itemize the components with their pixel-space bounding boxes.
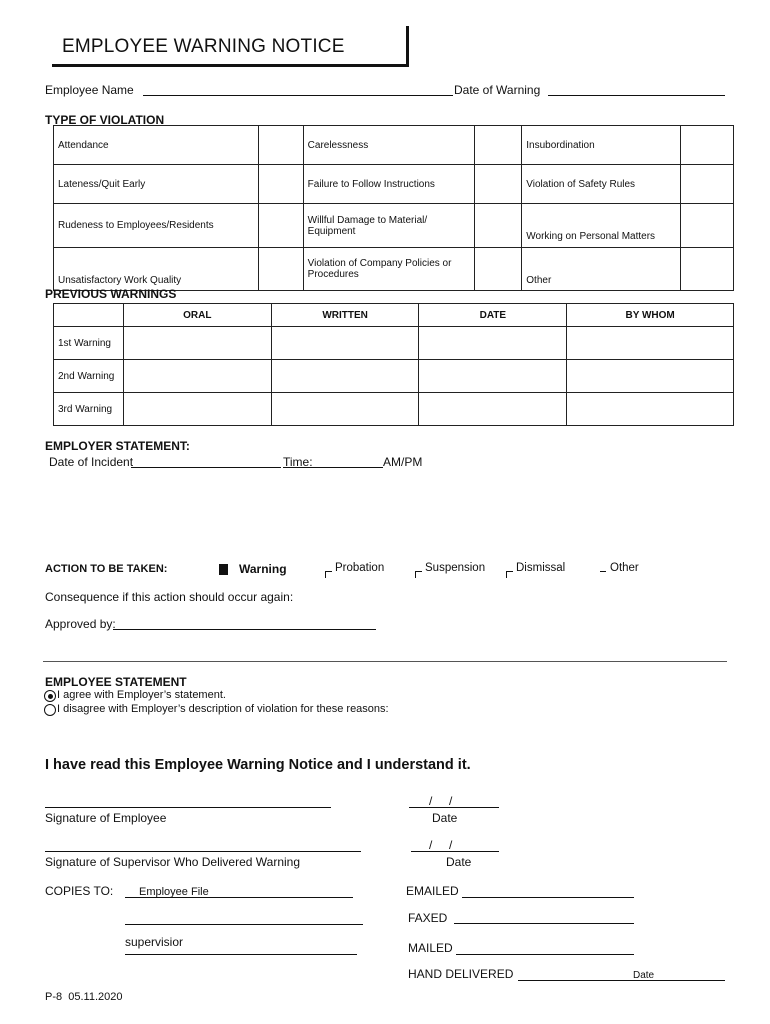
ampm-label: AM/PM xyxy=(383,455,423,469)
faxed-field[interactable] xyxy=(454,923,634,924)
approved-by-field[interactable] xyxy=(113,629,376,630)
column-header: ORAL xyxy=(123,304,271,327)
warning-row-label: 2nd Warning xyxy=(54,360,124,393)
violation-label: Rudeness to Employees/Residents xyxy=(54,204,259,248)
hand-delivered-label: HAND DELIVERED xyxy=(408,967,514,981)
previous-warnings-header-row xyxy=(54,304,734,327)
violation-label: Violation of Company Policies or Procedures xyxy=(303,248,475,291)
violation-row xyxy=(54,165,734,204)
copies-line-2[interactable] xyxy=(125,924,363,925)
probation-checkbox[interactable] xyxy=(325,566,332,584)
dismissal-option-label: Dismissal xyxy=(516,562,566,574)
mailed-field[interactable] xyxy=(456,954,634,955)
copies-to-label: COPIES TO: xyxy=(45,884,114,898)
form-title: EMPLOYEE WARNING NOTICE xyxy=(62,36,345,57)
warning-option-label: Warning xyxy=(239,562,287,576)
violation-row xyxy=(54,248,734,291)
suspension-checkbox[interactable] xyxy=(415,566,422,584)
violation-row xyxy=(54,204,734,248)
written-cell[interactable] xyxy=(271,360,419,393)
date-cell[interactable] xyxy=(419,360,567,393)
probation-option-label: Probation xyxy=(335,562,385,574)
violation-label: Violation of Safety Rules xyxy=(522,165,681,204)
violation-label: Insubordination xyxy=(522,126,681,165)
table-row xyxy=(54,360,734,393)
date-cell[interactable] xyxy=(419,393,567,426)
violation-label: Willful Damage to Material/ Equipment xyxy=(303,204,475,248)
violation-checkbox-willful-damage[interactable] xyxy=(475,204,522,248)
oral-cell[interactable] xyxy=(123,327,271,360)
date-of-warning-label: Date of Warning xyxy=(454,83,541,97)
violation-checkbox-safety-rules[interactable] xyxy=(681,165,734,204)
violation-checkbox-other[interactable] xyxy=(681,248,734,291)
supervisor-date-label: Date xyxy=(446,855,472,869)
by-whom-cell[interactable] xyxy=(567,327,734,360)
consequence-label: Consequence if this action should occur again: xyxy=(45,590,294,604)
employer-statement-heading: EMPLOYER STATEMENT: xyxy=(45,439,190,453)
warning-row-label: 3rd Warning xyxy=(54,393,124,426)
hand-delivered-date-label: Date xyxy=(633,970,655,981)
column-header: BY WHOM xyxy=(567,304,734,327)
hand-delivered-field[interactable] xyxy=(518,980,725,981)
employee-date-slashes: / / xyxy=(429,794,453,808)
disagree-radio[interactable] xyxy=(44,704,56,716)
violation-row xyxy=(54,126,734,165)
section-divider xyxy=(43,661,727,662)
violation-checkbox-work-quality[interactable] xyxy=(258,248,303,291)
supervisor-signature-line[interactable] xyxy=(45,851,361,852)
supervisor-date-line[interactable] xyxy=(411,851,499,852)
oral-cell[interactable] xyxy=(123,360,271,393)
table-row xyxy=(54,393,734,426)
employee-name-field[interactable] xyxy=(143,95,453,96)
acknowledgement-text: I have read this Employee Warning Notice and I understand it. xyxy=(45,757,471,773)
supervisor-date-slashes: / / xyxy=(429,838,453,852)
violation-checkbox-insubordination[interactable] xyxy=(681,126,734,165)
date-of-incident-label: Date of Incident xyxy=(49,455,134,469)
written-cell[interactable] xyxy=(271,393,419,426)
violation-label: Carelessness xyxy=(303,126,475,165)
violation-checkbox-rudeness[interactable] xyxy=(258,204,303,248)
supervisor-signature-label: Signature of Supervisor Who Delivered Warning xyxy=(45,855,301,869)
warning-row-label: 1st Warning xyxy=(54,327,124,360)
violation-checkbox-lateness[interactable] xyxy=(258,165,303,204)
violation-checkbox-personal-matters[interactable] xyxy=(681,204,734,248)
violation-label: Failure to Follow Instructions xyxy=(303,165,475,204)
previous-warnings-table xyxy=(53,303,734,426)
column-header: WRITTEN xyxy=(271,304,419,327)
copies-entry: supervisior xyxy=(125,935,184,949)
column-header: DATE xyxy=(419,304,567,327)
violation-label: Attendance xyxy=(54,126,259,165)
employee-date-label: Date xyxy=(432,811,458,825)
written-cell[interactable] xyxy=(271,327,419,360)
employee-statement-heading: EMPLOYEE STATEMENT xyxy=(45,675,187,689)
violation-label: Unsatisfactory Work Quality xyxy=(54,248,259,291)
violation-table xyxy=(53,125,734,291)
violation-checkbox-company-policies[interactable] xyxy=(475,248,522,291)
copies-line-1[interactable] xyxy=(125,897,353,898)
form-code: P-8 05.11.2020 xyxy=(45,991,123,1003)
by-whom-cell[interactable] xyxy=(567,360,734,393)
table-row xyxy=(54,327,734,360)
employee-signature-line[interactable] xyxy=(45,807,331,808)
disagree-label: I disagree with Employer’s description of violation for these reasons: xyxy=(57,703,389,715)
date-of-warning-field[interactable] xyxy=(548,95,725,96)
emailed-field[interactable] xyxy=(462,897,634,898)
employee-date-line[interactable] xyxy=(409,807,499,808)
approved-by-label: Approved by: xyxy=(45,617,116,631)
action-heading: ACTION TO BE TAKEN: xyxy=(45,563,168,575)
mailed-label: MAILED xyxy=(408,941,453,955)
faxed-label: FAXED xyxy=(408,911,448,925)
time-label: Time: xyxy=(283,455,313,469)
type-of-violation-heading: TYPE OF VIOLATION xyxy=(45,113,165,127)
copies-entry: Employee File xyxy=(139,886,209,898)
violation-checkbox-attendance[interactable] xyxy=(258,126,303,165)
date-cell[interactable] xyxy=(419,327,567,360)
agree-radio[interactable] xyxy=(44,690,56,702)
violation-label: Working on Personal Matters xyxy=(522,204,681,248)
time-field[interactable] xyxy=(283,467,383,468)
violation-checkbox-failure-to-follow[interactable] xyxy=(475,165,522,204)
warning-checkbox[interactable] xyxy=(219,561,228,579)
other-option-label: Other xyxy=(610,562,639,574)
emailed-label: EMAILED xyxy=(406,884,459,898)
employee-name-label: Employee Name xyxy=(45,83,134,97)
blank-header-cell xyxy=(54,304,124,327)
violation-label: Lateness/Quit Early xyxy=(54,165,259,204)
dismissal-checkbox[interactable] xyxy=(506,566,513,584)
copies-line-3[interactable] xyxy=(125,954,357,955)
date-of-incident-field[interactable] xyxy=(131,467,281,468)
violation-label: Other xyxy=(522,248,681,291)
agree-label: I agree with Employer’s statement. xyxy=(57,689,226,701)
suspension-option-label: Suspension xyxy=(425,562,486,574)
oral-cell[interactable] xyxy=(123,393,271,426)
other-checkbox[interactable] xyxy=(600,564,606,582)
previous-warnings-heading: PREVIOUS WARNINGS xyxy=(45,287,177,301)
by-whom-cell[interactable] xyxy=(567,393,734,426)
violation-checkbox-carelessness[interactable] xyxy=(475,126,522,165)
employee-signature-label: Signature of Employee xyxy=(45,811,167,825)
